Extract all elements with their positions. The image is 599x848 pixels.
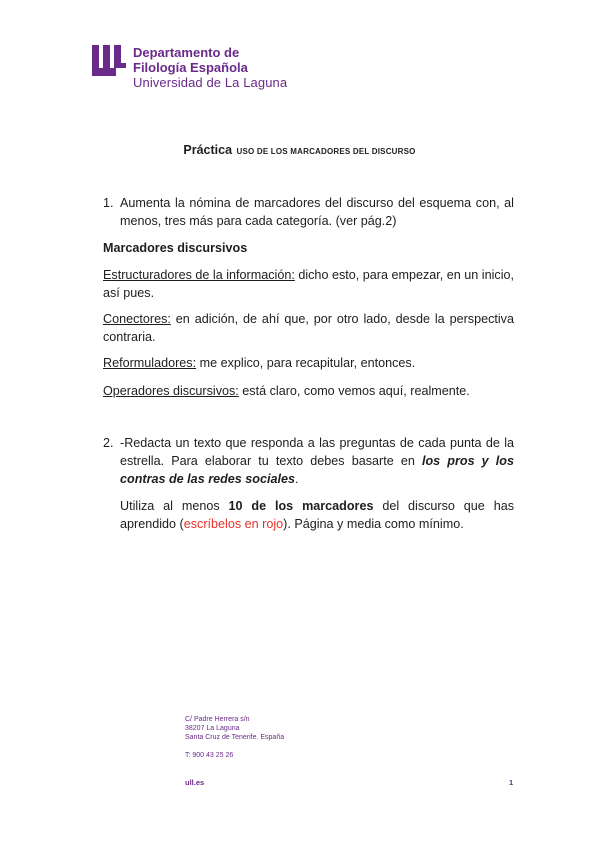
question-number: 2. xyxy=(103,436,114,450)
page-number: 1 xyxy=(509,778,514,787)
category-text: está claro, como vemos aquí, realmente. xyxy=(238,384,470,398)
address-line1: C/ Padre Herrera s/n xyxy=(185,716,250,723)
section-heading: Marcadores discursivos xyxy=(103,241,248,255)
department-header xyxy=(133,45,287,91)
title-main: Práctica xyxy=(183,143,233,157)
category-label: Conectores: xyxy=(103,312,171,326)
footer-address xyxy=(185,715,284,760)
address-line2: 38207 La Laguna xyxy=(185,725,240,732)
category-label: Reformuladores: xyxy=(103,356,197,370)
department-name-line1: Departamento de xyxy=(133,45,240,60)
page-title xyxy=(0,141,599,159)
phone-number: T: 900 43 25 26 xyxy=(185,752,234,759)
question-number: 1. xyxy=(103,196,114,210)
question-2 xyxy=(103,434,514,533)
emphasis-topic: los pros y los contras de las redes sociales xyxy=(120,454,515,486)
emphasis-count: 10 de los marcadores xyxy=(228,499,374,513)
category-operadores xyxy=(103,382,514,400)
category-text: en adición, de ahí que, por otro lado, desde la perspectiva contraria. xyxy=(103,312,514,344)
question-paragraph-2: Utiliza al menos 10 de los marcadores del discurso que has aprendido (escríbelos en rojo). Página y media como mínimo. xyxy=(120,499,514,531)
category-estructuradores xyxy=(103,266,514,302)
category-reformuladores xyxy=(103,354,514,372)
address-line3: Santa Cruz de Tenerife. España xyxy=(185,734,285,741)
university-name: Universidad de La Laguna xyxy=(133,75,288,90)
department-name-line2: Filología Española xyxy=(133,60,248,75)
category-text: dicho esto, para empezar, en un inicio, así pues. xyxy=(103,268,515,300)
question-1 xyxy=(103,194,514,230)
website-link[interactable]: ull.es xyxy=(185,778,205,787)
red-instruction: escríbelos en rojo xyxy=(183,517,284,531)
category-label: Estructuradores de la información: xyxy=(103,268,295,282)
category-conectores xyxy=(103,310,514,346)
category-text: me explico, para recapitular, entonces. xyxy=(196,356,416,370)
ull-logo-icon xyxy=(90,45,126,76)
question-text: Aumenta la nómina de marcadores del discurso del esquema con, al menos, tres más para cada categoría. (ver pág.2) xyxy=(120,196,514,228)
title-sub: USO DE LOS MARCADORES DEL DISCURSO xyxy=(236,147,416,156)
category-label: Operadores discursivos: xyxy=(103,384,239,398)
question-paragraph-1: -Redacta un texto que responda a las preguntas de cada punta de la estrella. Para elaborar tu texto debes basarte en los pros y los contras de las redes sociales. xyxy=(120,436,515,486)
